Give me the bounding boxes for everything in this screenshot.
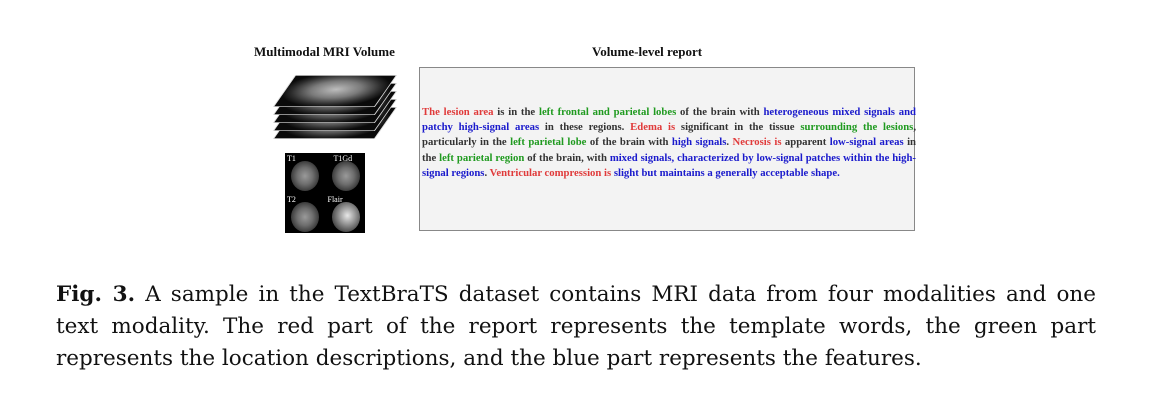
- brain-scan: [332, 161, 360, 191]
- report-segment-template: Ventricular compression is: [489, 166, 612, 179]
- report-segment-feature: high signals: [671, 136, 727, 149]
- report-segment-plain: in these regions.: [539, 121, 631, 134]
- report-segment-plain: of the brain, with: [524, 151, 610, 164]
- modality-label: T1: [287, 154, 296, 163]
- report-box: [419, 67, 915, 231]
- modality-image-t1: [285, 153, 325, 193]
- report-segment-location: left parietal lobe: [510, 136, 587, 149]
- report-segment-feature: mixed signals, characterized by low-signal patches within the high-signal regions: [422, 151, 916, 179]
- report-segment-plain: of the brain with: [676, 106, 764, 118]
- report-segment-feature: heterogeneous mixed signals and patchy high-signal areas: [422, 106, 916, 134]
- report-text: [422, 105, 916, 181]
- report-segment-feature: low-signal areas: [829, 136, 904, 149]
- brain-scan: [291, 202, 319, 232]
- report-segment-plain: , particularly in the: [422, 121, 916, 149]
- modality-label: T2: [287, 194, 296, 204]
- modality-label: T1Gd: [333, 154, 353, 163]
- report-segment-template: Necrosis is: [732, 136, 782, 149]
- report-segment-location: left frontal and parietal lobes: [538, 106, 677, 118]
- report-segment-template: The lesion area: [422, 106, 494, 118]
- report-segment-plain: significant in the tissue: [675, 121, 801, 134]
- brain-scan: [332, 202, 360, 232]
- report-segment-plain: in the: [422, 136, 916, 164]
- report-segment-template: Edema is: [630, 121, 676, 134]
- modality-image-flair: [326, 194, 366, 234]
- modality-label: Flair: [327, 194, 343, 204]
- report-panel-title: Volume-level report: [592, 44, 703, 59]
- report-segment-plain: of the brain with: [586, 136, 672, 149]
- figure-caption: [56, 279, 1096, 375]
- report-segment-location: left parietal region: [439, 151, 525, 164]
- report-segment-plain: .: [484, 166, 490, 179]
- caption-text: A sample in the TextBraTS dataset contains MRI data from four modalities and one text modality. The red part of the report represents the template words, the green part represents the location descriptions, and the blue part represents the features.: [56, 282, 1096, 371]
- modality-grid: [285, 153, 365, 233]
- report-segment-plain: .: [726, 136, 733, 149]
- brain-scan: [291, 161, 319, 191]
- report-segment-feature: slight but maintains a generally acceptable shape.: [613, 166, 840, 179]
- report-segment-plain: is in the: [493, 106, 539, 118]
- caption-label: Fig. 3.: [56, 282, 136, 307]
- report-segment-plain: apparent: [781, 136, 830, 149]
- mri-volume-stack: [262, 60, 406, 152]
- modality-image-t1gd: [326, 153, 366, 193]
- modality-image-t2: [285, 194, 325, 234]
- report-segment-location: surrounding the lesions: [800, 121, 914, 134]
- mri-panel-title: Multimodal MRI Volume: [254, 44, 395, 59]
